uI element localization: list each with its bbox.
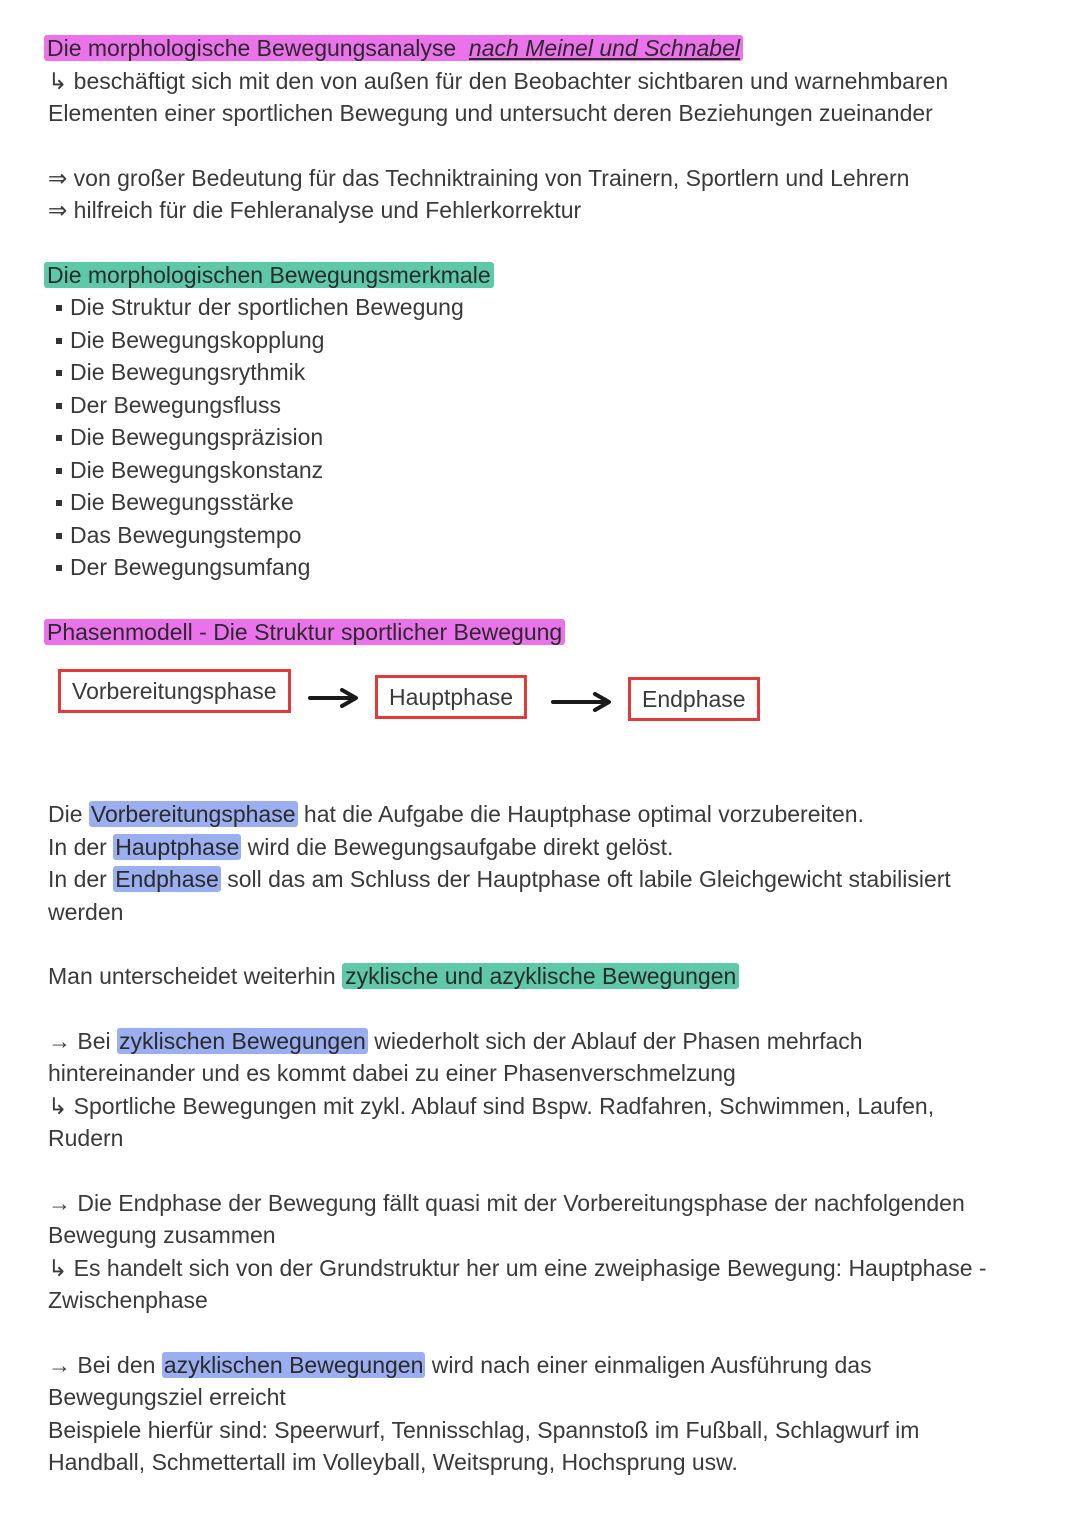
acyclic-examples-2: Handball, Schmettertall im Volleyball, Weitsprung, Hochsprung usw. bbox=[48, 1449, 738, 1475]
page-title-highlight bbox=[44, 35, 743, 61]
list-item: Die Struktur der sportlichen Bewegung bbox=[54, 291, 1038, 324]
list-item: Die Bewegungsstärke bbox=[54, 486, 1038, 519]
intro-line-2: Elementen einer sportlichen Bewegung und untersucht deren Beziehungen zueinander bbox=[48, 100, 933, 126]
right-arrow-icon: → bbox=[48, 1027, 71, 1054]
cyclic-point-2-sub-1 bbox=[48, 1252, 1038, 1285]
list-item: Das Bewegungstempo bbox=[54, 519, 1038, 552]
cyclic-point-1-sub-1 bbox=[48, 1090, 1038, 1123]
list-item: Die Bewegungskonstanz bbox=[54, 454, 1038, 487]
list-item: Der Bewegungsfluss bbox=[54, 389, 1038, 422]
cyclic-point-1-line-2: hintereinander und es kommt dabei zu einer Phasenverschmelzung bbox=[48, 1060, 736, 1086]
page-title: Die morphologische Bewegungsanalyse bbox=[47, 35, 457, 61]
page-title-line bbox=[48, 32, 1038, 65]
acyclic-examples-1: Beispiele hierfür sind: Speerwurf, Tennisschlag, Spannstoß im Fußball, Schlagwurf im bbox=[48, 1416, 920, 1443]
intro-point-1: ⇒ von großer Bedeutung für das Techniktraining von Trainern, Sportlern und Lehrern bbox=[48, 164, 910, 191]
phase-desc-text: In der bbox=[48, 833, 107, 860]
phase-desc-text: wird die Bewegungsaufgabe direkt gelöst. bbox=[247, 833, 674, 860]
features-list bbox=[48, 291, 1038, 584]
hook-arrow-icon: ↳ bbox=[48, 1092, 68, 1119]
phases-heading-line bbox=[48, 616, 1038, 649]
phase-desc-text: hat die Aufgabe die Hauptphase optimal vorzubereiten. bbox=[303, 801, 864, 827]
features-heading: Die morphologischen Bewegungsmerkmale bbox=[44, 262, 494, 288]
cyclic-intro-text: Man unterscheidet weiterhin bbox=[48, 963, 336, 989]
acyclic-point bbox=[48, 1349, 1038, 1382]
acyclic-point-line-2: Bewegungsziel erreicht bbox=[48, 1384, 286, 1410]
cyclic-text: Bei bbox=[77, 1027, 111, 1054]
phases-heading: Phasenmodell - Die Struktur sportlicher Bewegung bbox=[44, 619, 565, 645]
hook-arrow-icon: ↳ bbox=[48, 1254, 68, 1281]
phase-term-main: Hauptphase bbox=[115, 833, 240, 860]
hook-arrow-icon: ↳ bbox=[48, 67, 68, 94]
cyclic-intro bbox=[48, 960, 1038, 993]
cyclic-term: zyklischen Bewegungen bbox=[119, 1027, 366, 1054]
acyclic-text: Bei den bbox=[77, 1351, 156, 1378]
phase-box-preparation: Vorbereitungsphase bbox=[58, 669, 291, 713]
cyclic-point-2-sub-2: Zwischenphase bbox=[48, 1287, 208, 1313]
list-item: Die Bewegungskopplung bbox=[54, 324, 1038, 357]
list-item: Der Bewegungsumfang bbox=[54, 551, 1038, 584]
cyclic-text: wiederholt sich der Ablauf der Phasen mehrfach bbox=[374, 1027, 863, 1054]
acyclic-term: azyklischen Bewegungen bbox=[163, 1351, 424, 1378]
features-heading-line bbox=[44, 259, 1038, 292]
phase-desc-text: Die bbox=[48, 801, 83, 827]
phase-model-diagram bbox=[48, 648, 1038, 798]
cyclic-intro-highlight: zyklische und azyklische Bewegungen bbox=[342, 963, 739, 989]
cyclic-point-1 bbox=[48, 1025, 1038, 1058]
phase-desc-2 bbox=[48, 831, 1038, 864]
cyclic-point-2: → Die Endphase der Bewegung fällt quasi mit der Vorbereitungsphase der nachfolgenden bbox=[48, 1189, 965, 1216]
intro-line-1 bbox=[48, 65, 1038, 98]
phase-box-main: Hauptphase bbox=[375, 675, 527, 719]
list-item: Die Bewegungsrythmik bbox=[54, 356, 1038, 389]
phase-desc-3 bbox=[48, 863, 1038, 896]
phase-desc-text: In der bbox=[48, 866, 107, 892]
phase-term-end: Endphase bbox=[115, 866, 219, 892]
phase-term-preparation: Vorbereitungsphase bbox=[90, 801, 296, 827]
phase-desc-3-cont: werden bbox=[48, 898, 124, 925]
cyclic-text: Es handelt sich von der Grundstruktur her um eine zweiphasige Bewegung: Hauptphase - bbox=[73, 1254, 987, 1281]
right-arrow-icon: → bbox=[48, 1351, 71, 1378]
page-title-suffix: nach Meinel und Schnabel bbox=[468, 35, 741, 61]
intro-point-2: ⇒ hilfreich für die Fehleranalyse und Fehlerkorrektur bbox=[48, 197, 582, 223]
right-arrow-icon bbox=[551, 690, 613, 714]
right-arrow-icon bbox=[308, 686, 360, 710]
document-page bbox=[48, 32, 1038, 1479]
cyclic-text: Sportliche Bewegungen mit zykl. Ablauf sind Bspw. Radfahren, Schwimmen, Laufen, bbox=[73, 1092, 935, 1119]
acyclic-text: wird nach einer einmaligen Ausführung das bbox=[431, 1351, 872, 1378]
phase-desc-1 bbox=[48, 798, 1038, 831]
phase-box-end: Endphase bbox=[628, 677, 760, 721]
intro-text-1: beschäftigt sich mit den von außen für den Beobachter sichtbaren und warnehmbaren bbox=[73, 67, 949, 94]
cyclic-point-1-sub-2: Rudern bbox=[48, 1125, 124, 1151]
phase-desc-text: soll das am Schluss der Hauptphase oft labile Gleichgewicht stabilisiert bbox=[227, 866, 951, 892]
list-item: Die Bewegungspräzision bbox=[54, 421, 1038, 454]
cyclic-point-2-line-2: Bewegung zusammen bbox=[48, 1222, 276, 1248]
